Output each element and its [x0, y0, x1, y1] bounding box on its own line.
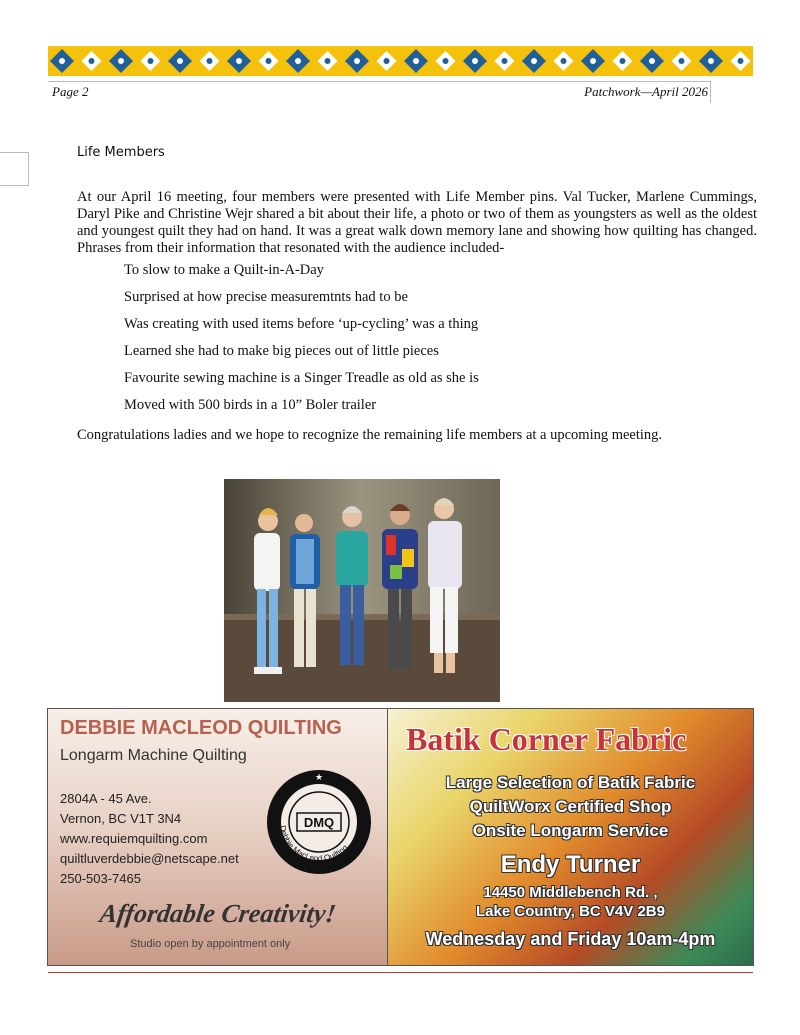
business-tagline: Longarm Machine Quilting	[60, 747, 247, 764]
logo-monogram: DMQ	[303, 815, 335, 830]
contact-details	[60, 789, 239, 889]
phrase-list	[124, 262, 479, 424]
email-link[interactable]: quiltluverdebbie@netscape.net	[60, 851, 239, 866]
page-number: Page 2	[52, 84, 89, 99]
dot-icon	[177, 58, 183, 64]
dot-icon	[295, 58, 301, 64]
address-line: 2804A - 45 Ave.	[60, 791, 152, 806]
service-line: Large Selection of Batik Fabric	[445, 773, 696, 792]
section-heading: Life Members	[77, 145, 165, 160]
list-item: Moved with 500 birds in a 10” Boler trailer	[124, 397, 377, 413]
slogan: Affordable Creativity!	[98, 899, 338, 928]
dot-icon	[354, 58, 360, 64]
list-item: To slow to make a Quilt-in-A-Day	[124, 262, 324, 278]
star-icon: ★	[314, 772, 324, 782]
address-line: 14450 Middlebench Rd. ,	[483, 884, 658, 901]
dot-icon	[148, 58, 154, 64]
diamond-pattern-icon	[48, 46, 753, 76]
decorative-banner	[48, 46, 753, 76]
dot-icon	[502, 58, 508, 64]
dot-icon	[738, 58, 744, 64]
batik-corner-fabric-ad[interactable]	[387, 708, 754, 966]
dot-icon	[207, 58, 213, 64]
dot-icon	[561, 58, 567, 64]
dot-icon	[118, 58, 124, 64]
dmq-seal-logo	[264, 767, 374, 877]
website-link[interactable]: www.requiemquilting.com	[60, 831, 208, 846]
dot-icon	[708, 58, 714, 64]
group-photo-illustration	[224, 479, 500, 702]
publication-title: Patchwork—April 2026	[584, 84, 708, 99]
dot-icon	[443, 58, 449, 64]
service-line: Onsite Longarm Service	[472, 821, 669, 840]
address-line: Vernon, BC V1T 3N4	[60, 811, 182, 826]
studio-hours: Studio open by appointment only	[130, 938, 291, 950]
article-closing: Congratulations ladies and we hope to recognize the remaining life members at a upcoming meeting.	[77, 427, 663, 443]
business-name: DEBBIE MACLEOD QUILTING	[60, 717, 342, 739]
dot-icon	[266, 58, 272, 64]
debbie-macleod-quilting-ad[interactable]	[47, 708, 388, 966]
dot-icon	[679, 58, 685, 64]
store-hours: Wednesday and Friday 10am-4pm	[425, 929, 716, 949]
shop-name: Batik Corner Fabric	[406, 721, 687, 757]
list-item: Was creating with used items before ‘up-cycling’ was a thing	[124, 316, 479, 332]
life-members-photo	[224, 479, 500, 702]
header-rule-tick	[710, 81, 711, 103]
phone-number: 250-503-7465	[60, 871, 141, 886]
margin-frame	[0, 152, 29, 186]
list-item: Learned she had to make big pieces out of little pieces	[124, 343, 439, 359]
owner-name: Endy Turner	[500, 851, 641, 878]
dot-icon	[325, 58, 331, 64]
footer-rule	[48, 972, 753, 973]
service-line: QuiltWorx Certified Shop	[469, 797, 672, 816]
article-intro: At our April 16 meeting, four members were presented with Life Member pins. Val Tucker, Marlene Cummings, Daryl Pike and Christine Wejr shared a bit about their life, a photo or two of them as youngsters as well as the oldest and youngest quilt they had on hand. It was a great walk down memory lane and showing how quilting has changed. Phrases from their information that resonated with the audience included-	[77, 189, 757, 256]
list-item: Surprised at how precise measuremtnts had to be	[124, 289, 408, 305]
dot-icon	[590, 58, 596, 64]
dot-icon	[531, 58, 537, 64]
dot-icon	[89, 58, 95, 64]
dot-icon	[472, 58, 478, 64]
list-item: Favourite sewing machine is a Singer Treadle as old as she is	[124, 370, 479, 386]
header-rule	[48, 81, 710, 82]
dot-icon	[236, 58, 242, 64]
dot-icon	[384, 58, 390, 64]
dot-icon	[413, 58, 419, 64]
dot-icon	[649, 58, 655, 64]
dot-icon	[59, 58, 65, 64]
dot-icon	[620, 58, 626, 64]
address-line: Lake Country, BC V4V 2B9	[476, 903, 665, 920]
logo-ring-text: Debbie MacLeod Quilting	[278, 824, 350, 864]
